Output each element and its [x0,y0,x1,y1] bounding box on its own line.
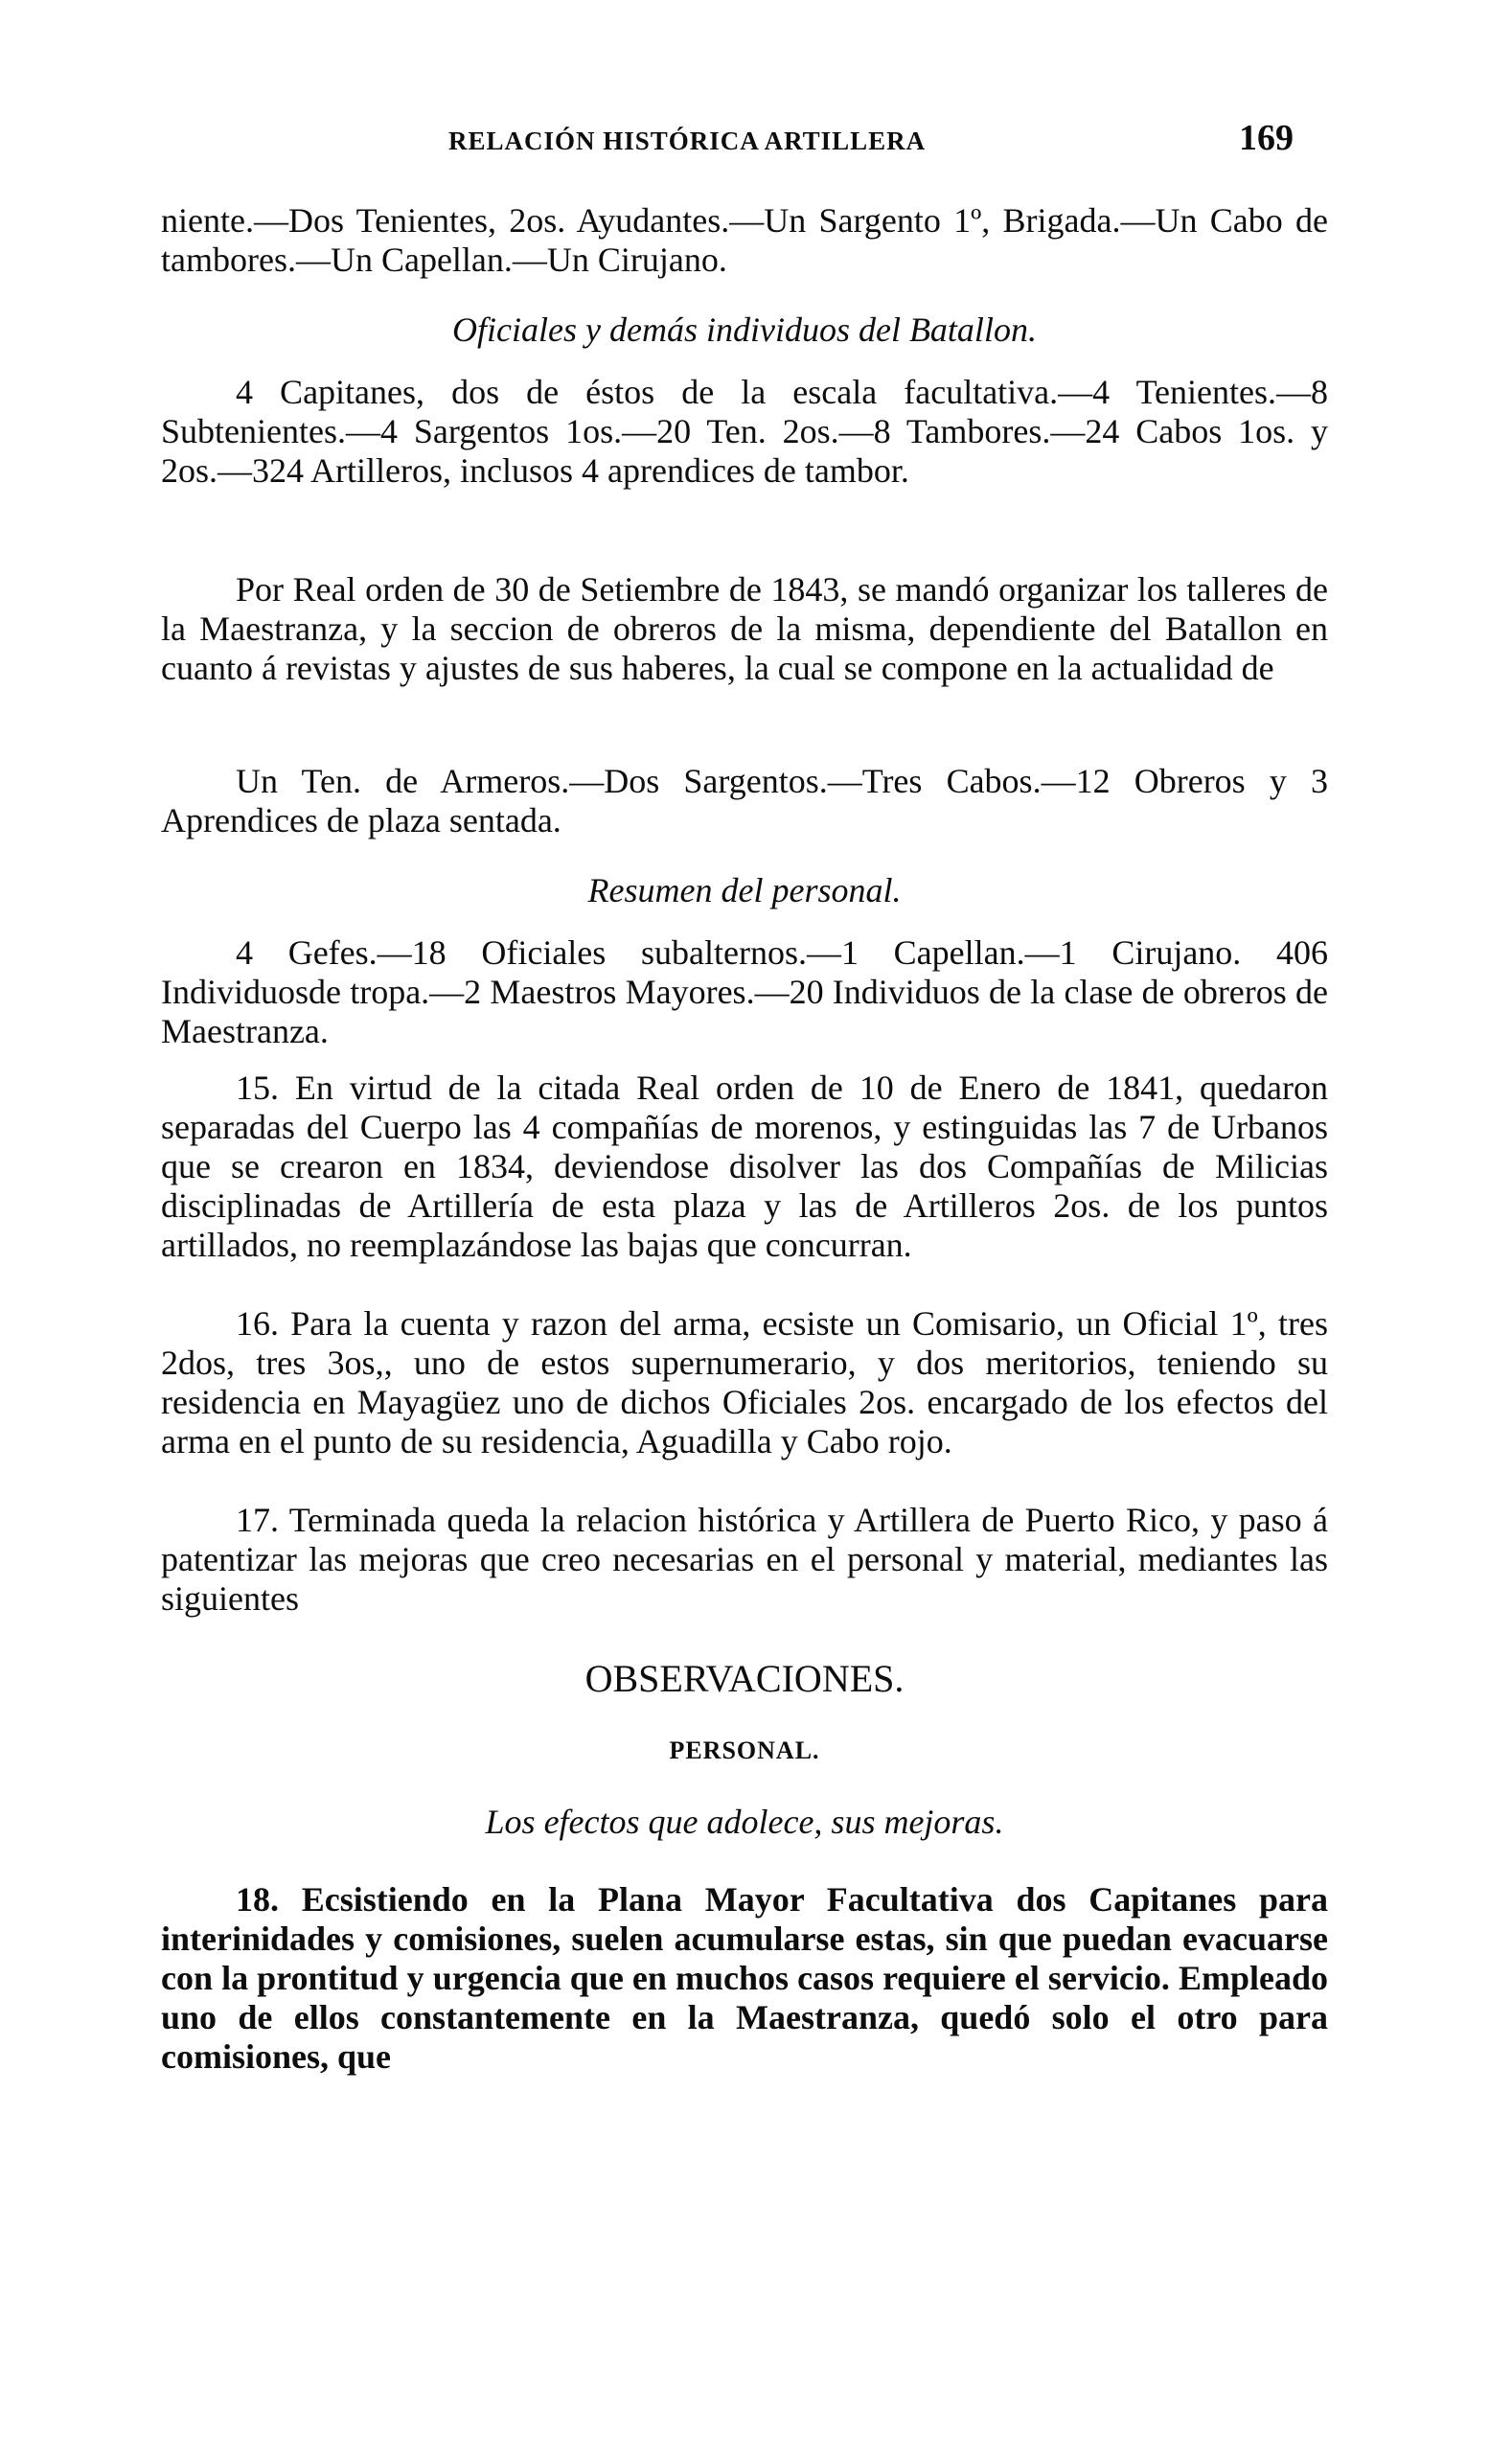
paragraph-18: 18. Ecsistiendo en la Plana Mayor Facultativa dos Capitanes para interinidades y comisiones, suelen acumularse estas, sin que puedan evacuarse con la prontitud y urgencia que en muchos casos requiere el servicio. Empleado uno de ellos constantemente en la Maestranza, quedó solo el otro para comisiones, que [161,1880,1328,2076]
section-heading-efectos: Los efectos que adolece, sus mejoras. [485,1803,1004,1841]
paragraph-15: 15. En virtud de la citada Real orden de 10 de Enero de 1841, quedaron separadas del Cuerpo las 4 compañías de morenos, y estinguidas las 7 de Urbanos que se crearon en 1834, deviendose disolver las dos Compañías de Milicias disciplinadas de Artillería de esta plaza y las de Artilleros 2os. de los puntos artillados, no reemplazándose las bajas que concurran. [161,1069,1328,1264]
section-heading-resumen: Resumen del personal. [587,871,902,909]
paragraph-armeros: Un Ten. de Armeros.—Dos Sargentos.—Tres Cabos.—12 Obreros y 3 Aprendices de plaza sentada. [161,762,1328,839]
page-header [448,117,1294,165]
paragraph-continuation: niente.—Dos Tenientes, 2os. Ayudantes.—Un Sargento 1º, Brigada.—Un Cabo de tambores.—Un Capellan.—Un Cirujano. [161,201,1328,279]
paragraph-maestranza-order: Por Real orden de 30 de Setiembre de 1843, se mandó organizar los talleres de la Maestranza, y la seccion de obreros de la misma, dependiente del Batallon en cuanto á revistas y ajustes de sus haberes, la cual se compone en la actualidad de [161,570,1328,687]
section-heading-personal: PERSONAL. [669,1736,820,1764]
running-head: RELACIÓN HISTÓRICA ARTILLERA [448,126,927,155]
paragraph-resumen: 4 Gefes.—18 Oficiales subalternos.—1 Capellan.—1 Cirujano. 406 Individuosde tropa.—2 Maestros Mayores.—20 Individuos de la clase de obreros de Maestranza. [161,933,1328,1050]
page-number: 169 [1239,118,1294,158]
paragraph-17: 17. Terminada queda la relacion histórica y Artillera de Puerto Rico, y paso á patentizar las mejoras que creo necesarias en el personal y material, mediantes las siguientes [161,1501,1328,1618]
page-body [161,201,1328,2077]
paragraph-batallon-roster: 4 Capitanes, dos de éstos de la escala facultativa.—4 Tenientes.—8 Subtenientes.—4 Sargentos 1os.—20 Ten. 2os.—8 Tambores.—24 Cabos 1os. y 2os.—324 Artilleros, inclusos 4 aprendices de tambor. [161,373,1328,490]
paragraph-16: 16. Para la cuenta y razon del arma, ecsiste un Comisario, un Oficial 1º, tres 2dos, tres 3os,, uno de estos supernumerario, y dos meritorios, teniendo su residencia en Mayagüez uno de dichos Oficiales 2os. encargado de los efectos del arma en el punto de su residencia, Aguadilla y Cabo rojo. [161,1304,1328,1460]
section-heading-observaciones: OBSERVACIONES. [584,1657,905,1700]
section-heading-batallon: Oficiales y demás individuos del Batallon. [452,310,1037,349]
